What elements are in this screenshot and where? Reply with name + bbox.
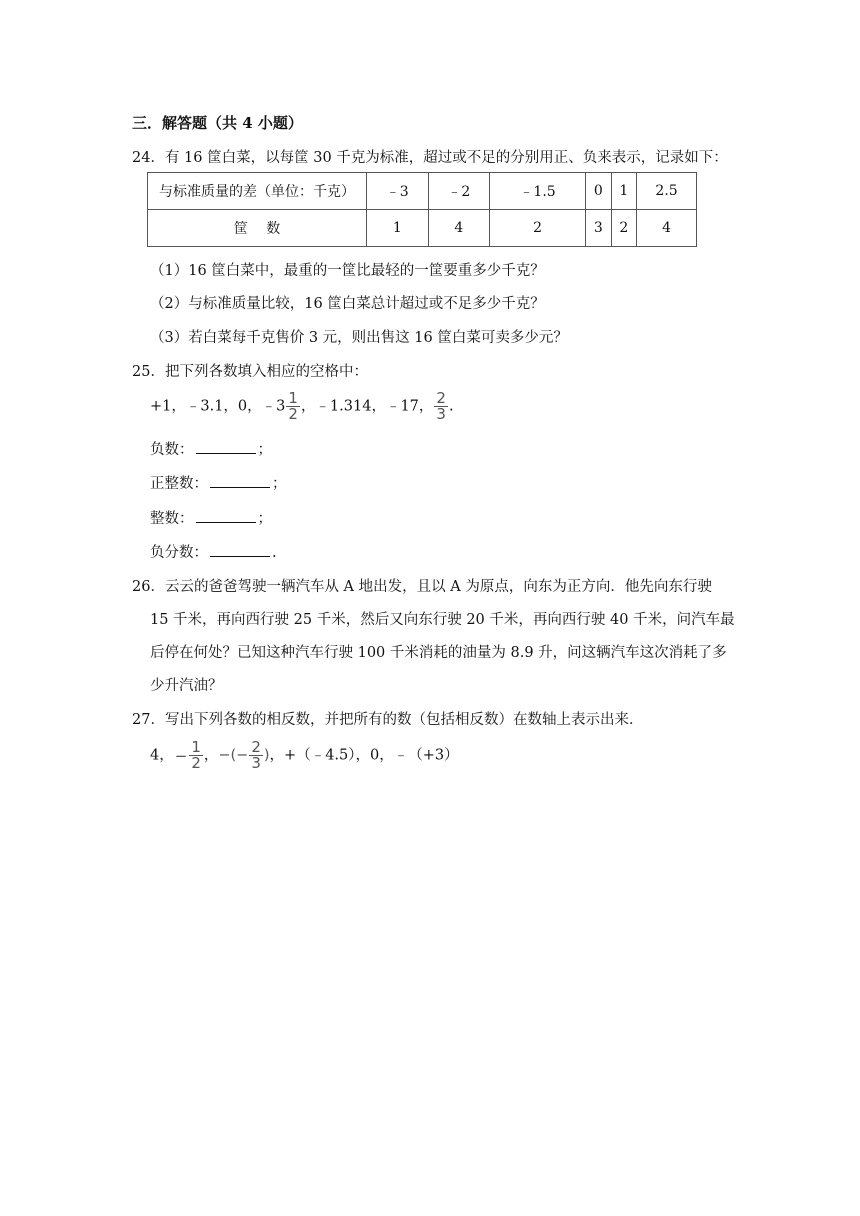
fraction-one-half (286, 391, 300, 422)
question-26-line-1: 26．云云的爸爸驾驶一辆汽车从 A 地出发，且以 A 为原点，向东为正方向．他先向东行驶 (132, 579, 712, 595)
fraction-two-thirds (434, 391, 448, 422)
punctuation: ， (203, 747, 219, 764)
table-cell: 1 (611, 173, 637, 210)
table-header-count: 筐 数 (148, 210, 367, 247)
fraction-numerator: 1 (288, 389, 298, 407)
answer-blank[interactable] (196, 508, 256, 523)
number-list (150, 391, 454, 422)
table-cell: ﹣2 (428, 173, 490, 210)
fraction-one-half (189, 740, 203, 771)
table-cell: ﹣1.5 (490, 173, 586, 210)
punctuation: ； (272, 476, 287, 492)
punctuation: ； (257, 511, 272, 527)
table-header-difference: 与标准质量的差（单位：千克） (148, 173, 367, 210)
fraction-denominator: 2 (288, 405, 298, 423)
integer-label: 整数： (150, 511, 194, 527)
table-cell: 1 (367, 210, 429, 247)
question-27-text: 27．写出下列各数的相反数，并把所有的数（包括相反数）在数轴上表示出来． (132, 712, 644, 728)
fraction-denominator: 3 (436, 405, 446, 423)
table-row (148, 173, 697, 210)
fraction-denominator: 2 (191, 754, 201, 772)
numbers-part-b: ，﹣1.314，﹣17， (300, 398, 434, 415)
punctuation: ； (257, 442, 272, 458)
negative-fractions-line (150, 541, 277, 562)
question-27-numbers (150, 740, 459, 771)
paren-close: ) (263, 747, 270, 764)
numbers-end: . (448, 398, 454, 415)
numbers-part-a: +1，﹣3.1，0，﹣3 (150, 398, 286, 415)
table-cell: 4 (637, 210, 697, 247)
negative-label: 负数： (150, 442, 194, 458)
negative-fraction-label: 负分数： (150, 545, 208, 561)
remaining-numbers: ，+（﹣4.5），0，﹣（+3） (269, 747, 459, 764)
question-24-sub-1: （1）16 筐白菜中，最重的一筐比最轻的一筐要重多少千克？ (150, 263, 545, 279)
table-cell: 2 (490, 210, 586, 247)
question-26-line-4: 少升汽油？ (150, 678, 223, 694)
table-cell: 3 (586, 210, 612, 247)
question-24-sub-2: （2）与标准质量比较，16 筐白菜总计超过或不足多少千克？ (150, 296, 545, 312)
fraction-numerator: 1 (191, 738, 201, 756)
table-cell: ﹣3 (367, 173, 429, 210)
table-cell: 2.5 (637, 173, 697, 210)
negative-paren-open: −(− (218, 747, 249, 764)
answer-blank[interactable] (210, 542, 270, 557)
answer-blank[interactable] (210, 473, 270, 488)
table-cell: 4 (428, 210, 490, 247)
question-25-text: 25．把下列各数填入相应的空格中： (132, 364, 368, 380)
fraction-two-thirds (249, 740, 263, 771)
number-four: 4， (150, 747, 174, 764)
integers-line (150, 507, 272, 528)
question-24-text: 24．有 16 筐白菜，以每筐 30 千克为标准，超过或不足的分别用正、负来表示，记录如下： (132, 150, 728, 166)
table-cell: 0 (586, 173, 612, 210)
positive-integer-label: 正整数： (150, 476, 208, 492)
table-cell: 2 (611, 210, 637, 247)
question-26-line-2: 15 千米，再向西行驶 25 千米，然后又向东行驶 20 千米，再向西行驶 40 千米，问汽车最 (150, 612, 735, 628)
weight-table (147, 172, 697, 247)
minus-sign: − (174, 746, 188, 765)
question-24-sub-3: （3）若白菜每千克售价 3 元，则出售这 16 筐白菜可卖多少元？ (150, 330, 568, 346)
negative-numbers-line (150, 438, 272, 459)
section-title: 三．解答题（共 4 小题） (132, 114, 303, 132)
positive-integers-line (150, 472, 287, 493)
fraction-numerator: 2 (436, 389, 446, 407)
question-26-line-3: 后停在何处？已知这种汽车行驶 100 千米消耗的油量为 8.9 升，问这辆汽车这次消耗了多 (150, 645, 727, 661)
punctuation: . (272, 545, 277, 561)
fraction-numerator: 2 (251, 738, 261, 756)
fraction-denominator: 3 (251, 754, 261, 772)
table-row (148, 210, 697, 247)
answer-blank[interactable] (196, 439, 256, 454)
